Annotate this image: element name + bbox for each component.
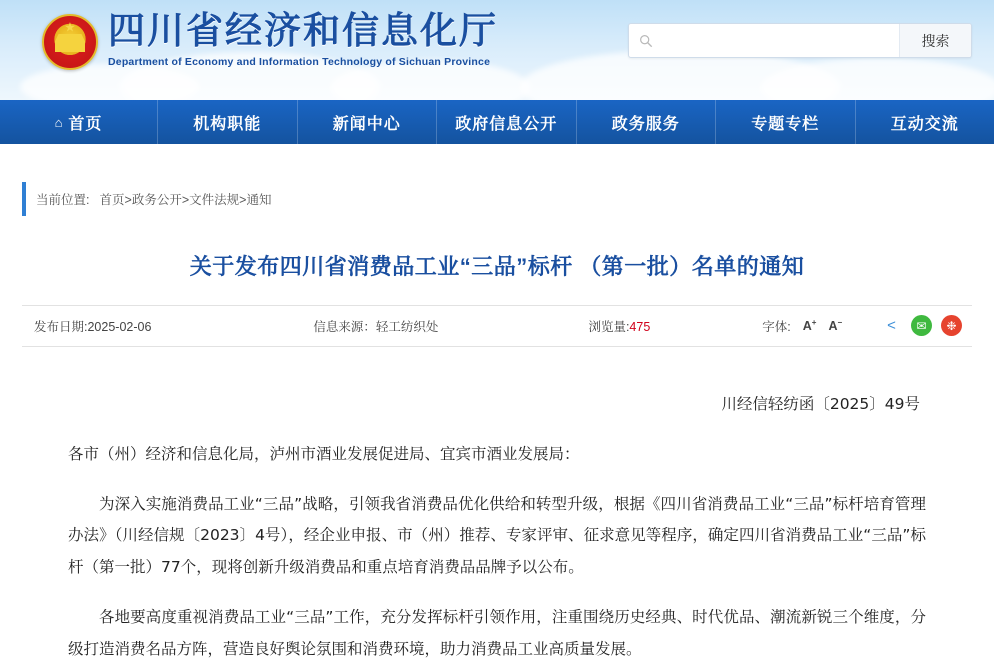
search-button[interactable]: 搜索 — [899, 24, 971, 57]
site-header — [0, 0, 994, 100]
nav-item-interaction[interactable] — [856, 100, 994, 144]
breadcrumb-separator: > — [125, 193, 132, 207]
nav-item-label: 互动交流 — [891, 111, 959, 134]
search-input-wrap — [629, 24, 899, 57]
share-icon[interactable]: < — [881, 315, 902, 336]
font-decrease-label: A — [828, 319, 837, 333]
nav-item-home[interactable] — [0, 100, 158, 144]
article-paragraph: 为深入实施消费品工业“三品”战略，引领我省消费品优化供给和转型升级，根据《四川省消费品工业“三品”标杆培育管理办法》（川经信规〔2023〕4号），经企业申报、市（州）推荐、专家评审、征求意见等程序，确定四川省消费品工业“三品”标杆（第一批）77个，现将创新升级消费品和重点培育消费品品牌予以公布。 — [68, 489, 926, 584]
info-source: 信息来源：轻工纺织处 — [313, 317, 438, 335]
nav-item-special-topics[interactable] — [716, 100, 856, 144]
article-meta-bar — [22, 305, 972, 347]
nav-item-label: 新闻中心 — [333, 111, 401, 134]
breadcrumb — [22, 182, 972, 216]
search-box — [628, 23, 972, 58]
share-buttons — [881, 315, 968, 336]
main-navigation — [0, 100, 994, 144]
site-title-en: Department of Economy and Information Technology of Sichuan Province — [108, 56, 498, 68]
nav-item-label: 专题专栏 — [751, 111, 819, 134]
breadcrumb-prefix: 当前位置: — [36, 190, 89, 208]
page-title: 关于发布四川省消费品工业“三品”标杆 （第一批）名单的通知 — [22, 250, 972, 281]
wechat-icon[interactable]: ✉ — [911, 315, 932, 336]
font-decrease-button[interactable]: A− — [828, 318, 842, 333]
breadcrumb-item-notice[interactable]: 通知 — [246, 193, 271, 207]
home-icon: ⌂ — [55, 115, 64, 130]
view-count — [588, 317, 650, 335]
site-title-cn: 四川省经济和信息化厅 — [108, 10, 498, 53]
nav-item-label: 政府信息公开 — [455, 111, 557, 134]
site-title — [108, 10, 498, 68]
view-count-label: 浏览量: — [588, 320, 629, 334]
article-paragraph: 各地要高度重视消费品工业“三品”工作，充分发挥标杆引领作用，注重围绕历史经典、时代优品、潮流新锐三个维度，分级打造消费名品方阵，营造良好舆论氛围和消费环境，助力消费品工业高质量发展。 — [68, 602, 926, 665]
nav-item-organization[interactable] — [158, 100, 298, 144]
weibo-icon[interactable]: ❉ — [941, 315, 962, 336]
document-number: 川经信轻纺函〔2025〕49号 — [68, 389, 926, 421]
nav-item-government-services[interactable] — [577, 100, 717, 144]
breadcrumb-separator: > — [182, 193, 189, 207]
publish-date: 发布日期:2025-02-06 — [34, 317, 151, 335]
search-icon — [639, 34, 653, 48]
nav-item-news[interactable] — [298, 100, 438, 144]
breadcrumb-item-home[interactable]: 首页 — [99, 193, 124, 207]
font-increase-button[interactable]: A+ — [803, 318, 817, 333]
search-input[interactable] — [653, 24, 899, 57]
font-size-controls — [762, 317, 842, 335]
nav-item-label: 机构职能 — [193, 111, 261, 134]
breadcrumb-trail — [99, 190, 271, 208]
article-body — [22, 389, 972, 665]
nav-item-label: 首页 — [68, 111, 102, 134]
nav-item-government-info[interactable] — [437, 100, 577, 144]
font-increase-label: A — [803, 319, 812, 333]
national-emblem-icon — [42, 14, 98, 70]
nav-item-label: 政务服务 — [612, 111, 680, 134]
breadcrumb-separator: > — [239, 193, 246, 207]
font-size-label: 字体: — [762, 317, 790, 335]
breadcrumb-item-openness[interactable]: 政务公开 — [132, 193, 182, 207]
page-content — [0, 182, 994, 665]
view-count-value: 475 — [629, 320, 650, 334]
breadcrumb-item-documents[interactable]: 文件法规 — [189, 193, 239, 207]
article-paragraph: 各市（州）经济和信息化局，泸州市酒业发展促进局、宜宾市酒业发展局： — [68, 439, 926, 471]
